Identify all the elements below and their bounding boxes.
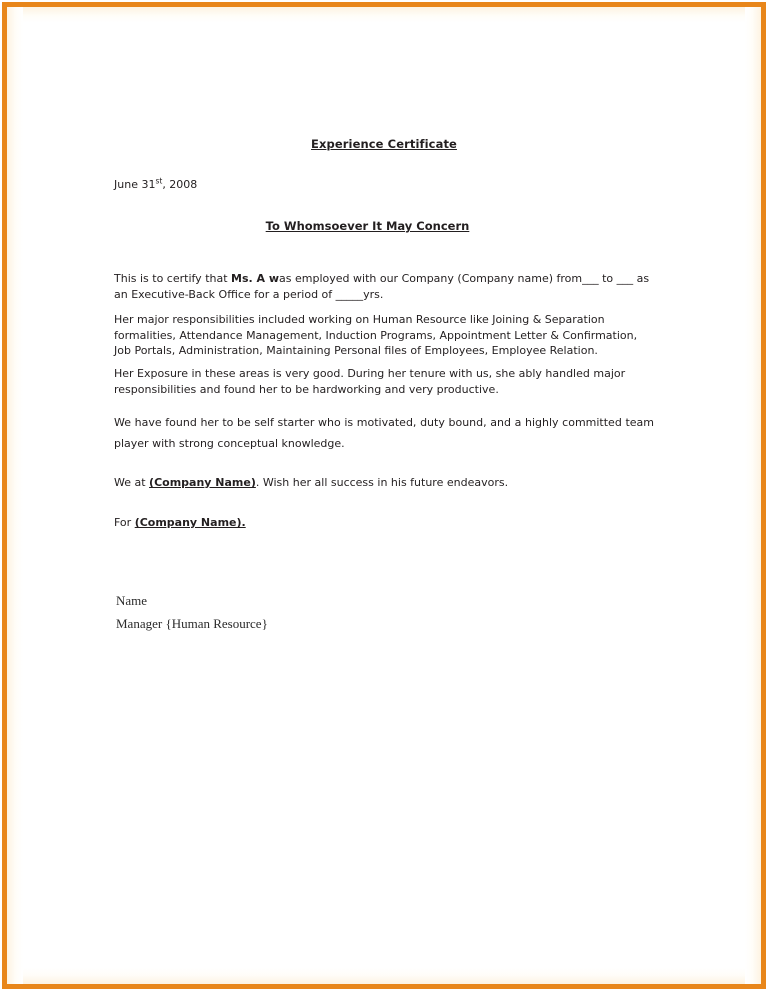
letter-salutation bbox=[0, 219, 735, 233]
closing-lead: For bbox=[114, 516, 135, 529]
paragraph-closing bbox=[114, 515, 654, 531]
document-title-text: Experience Certificate bbox=[311, 137, 457, 151]
wish-company-name: (Company Name) bbox=[149, 476, 256, 489]
paragraph-duties: Her major responsibilities included working on Human Resource like Joining & Separation formalities, Attendance Management, Induction Programs, Appointment Letter & Confirmation, Job Portals, Administration, Maintaining Personal files of Employees, Employee Relation. bbox=[114, 313, 638, 357]
letter-date-year: , 2008 bbox=[162, 178, 198, 191]
certify-employee-name: Ms. A w bbox=[231, 272, 280, 285]
paragraph-self-starter: We have found her to be self starter who is motivated, duty bound, and a highly committed team player with strong conceptual knowledge. bbox=[114, 416, 654, 450]
closing-company-name: (Company Name). bbox=[134, 516, 246, 529]
paragraph-certify bbox=[114, 271, 654, 302]
letter-date bbox=[114, 178, 197, 191]
certify-tail: as employed with our Company (Company name) from___ to ___ as an Executive-Back Office for a period of _____yrs. bbox=[114, 272, 650, 301]
document-title bbox=[0, 137, 768, 151]
letter-salutation-text: To Whomsoever It May Concern bbox=[265, 219, 470, 233]
letter-date-monthday: June 31 bbox=[114, 178, 156, 191]
paragraph-wish bbox=[114, 475, 654, 491]
paragraph-exposure: Her Exposure in these areas is very good. During her tenure with us, she ably handled major responsibilities and found her to be hardworking and very productive. bbox=[114, 367, 626, 396]
certify-lead: This is to certify that bbox=[114, 272, 232, 285]
signature-name: Name bbox=[116, 593, 148, 608]
wish-tail: . Wish her all success in his future endeavors. bbox=[255, 476, 509, 489]
letter-date-ordinal: st bbox=[155, 176, 163, 186]
signature-title: Manager {Human Resource} bbox=[116, 616, 268, 631]
wish-lead: We at bbox=[114, 476, 150, 489]
